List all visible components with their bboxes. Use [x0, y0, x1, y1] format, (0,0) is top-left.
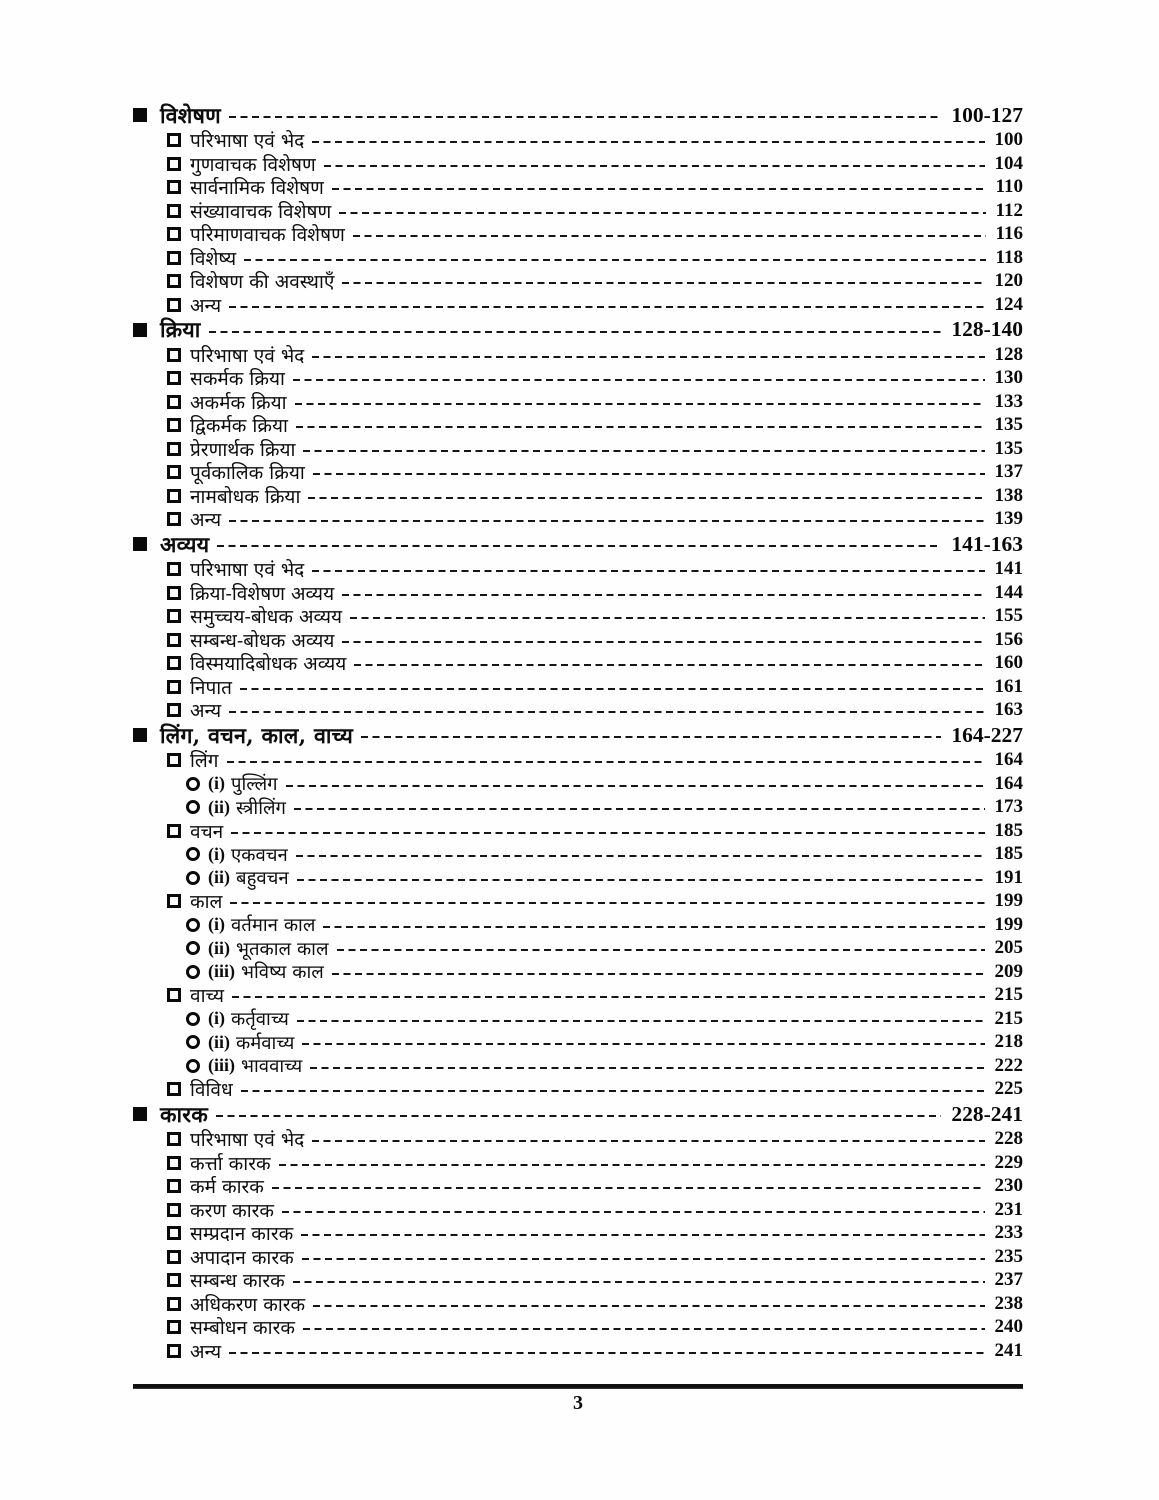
- item-roman-prefix: (i): [208, 914, 225, 935]
- leader-line: [297, 1020, 985, 1022]
- leader-line: [229, 711, 984, 713]
- item-label: सम्बन्ध कारक: [190, 1270, 285, 1293]
- section-page-range: 228-241: [951, 1101, 1023, 1126]
- leader-line: [217, 545, 941, 547]
- leader-line: [324, 165, 985, 167]
- leader-line: [337, 949, 985, 951]
- leader-line: [310, 1067, 984, 1069]
- toc-section-row: [133, 531, 1023, 558]
- item-page-number: 191: [994, 866, 1023, 888]
- item-label: भूतकाल काल: [236, 938, 329, 960]
- toc-item-row: [133, 1316, 1023, 1340]
- item-label: परिमाणवाचक विशेषण: [190, 224, 345, 247]
- leader-line: [241, 1090, 985, 1092]
- item-label: सार्वनामिक विशेषण: [190, 177, 324, 200]
- leader-line: [229, 116, 941, 118]
- open-square-bullet-icon: [167, 1179, 181, 1193]
- filled-square-bullet-icon: [133, 1107, 147, 1121]
- item-page-number: 205: [994, 937, 1023, 959]
- toc-item-row: [133, 843, 1023, 867]
- leader-line: [353, 235, 986, 237]
- open-square-bullet-icon: [167, 703, 181, 717]
- toc-item-row: [133, 293, 1023, 317]
- section-title: अव्यय: [160, 532, 210, 558]
- toc-item-row: [133, 984, 1023, 1008]
- toc-item-row: [133, 176, 1023, 200]
- open-square-bullet-icon: [167, 1226, 181, 1240]
- item-label: निपात: [190, 676, 233, 699]
- open-square-bullet-icon: [167, 988, 181, 1002]
- section-page-range: 100-127: [951, 102, 1023, 127]
- toc-item-row: [133, 270, 1023, 294]
- item-label: परिभाषा एवं भेद: [190, 559, 305, 582]
- circle-bullet-icon: [186, 871, 200, 885]
- item-roman-prefix: (ii): [208, 1031, 230, 1052]
- leader-line: [209, 331, 942, 333]
- leader-line: [282, 1211, 984, 1213]
- toc-item-row: [133, 819, 1023, 843]
- open-square-bullet-icon: [167, 512, 181, 526]
- item-page-number: 235: [994, 1245, 1023, 1267]
- leader-line: [302, 1043, 984, 1045]
- item-page-number: 100: [994, 129, 1023, 151]
- toc-section-row: [133, 722, 1023, 749]
- item-page-number: 218: [994, 1031, 1023, 1053]
- toc-item-row: [133, 796, 1023, 820]
- item-page-number: 241: [994, 1339, 1023, 1361]
- item-page-number: 231: [994, 1198, 1023, 1220]
- section-page-range: 128-140: [951, 317, 1023, 342]
- leader-line: [293, 379, 985, 381]
- item-page-number: 215: [994, 1007, 1023, 1029]
- open-square-bullet-icon: [167, 204, 181, 218]
- leader-line: [332, 973, 985, 975]
- section-title: विशेषण: [160, 103, 221, 129]
- leader-line: [216, 1115, 941, 1117]
- item-label: परिभाषा एवं भेद: [190, 130, 305, 153]
- toc-item-row: [133, 1222, 1023, 1246]
- toc-item-row: [133, 508, 1023, 532]
- leader-line: [297, 879, 985, 881]
- item-label: स्त्रीलिंग: [236, 797, 286, 819]
- leader-line: [342, 641, 984, 643]
- toc-item-row: [133, 199, 1023, 223]
- item-label: विशेष्य: [190, 247, 237, 270]
- item-page-number: 155: [994, 605, 1023, 627]
- toc-item-row: [133, 1054, 1023, 1078]
- leader-line: [339, 212, 985, 214]
- leader-line: [313, 1305, 984, 1307]
- leader-line: [296, 855, 985, 857]
- item-page-number: 173: [994, 796, 1023, 818]
- toc-section-row: [133, 317, 1023, 344]
- leader-line: [279, 1164, 985, 1166]
- item-page-number: 118: [995, 246, 1023, 268]
- item-label: प्रेरणार्थक क्रिया: [190, 438, 296, 461]
- leader-line: [312, 356, 984, 358]
- leader-line: [302, 1258, 985, 1260]
- leader-line: [229, 520, 984, 522]
- section-title: कारक: [160, 1102, 208, 1128]
- open-square-bullet-icon: [167, 633, 181, 647]
- page-number: 3: [573, 1392, 583, 1414]
- toc-item-row: [133, 581, 1023, 605]
- filled-square-bullet-icon: [133, 537, 147, 551]
- item-label: सम्प्रदान कारक: [190, 1223, 294, 1246]
- toc-item-row: [133, 1175, 1023, 1199]
- leader-line: [332, 188, 986, 190]
- toc-item-row: [133, 223, 1023, 247]
- item-page-number: 230: [994, 1175, 1023, 1197]
- item-page-number: 144: [994, 581, 1023, 603]
- item-label: बहुवचन: [236, 868, 289, 890]
- item-page-number: 199: [994, 890, 1023, 912]
- toc-item-row: [133, 367, 1023, 391]
- open-square-bullet-icon: [167, 442, 181, 456]
- item-page-number: 225: [994, 1078, 1023, 1100]
- toc-item-row: [133, 628, 1023, 652]
- item-label: वाच्य: [190, 985, 225, 1008]
- item-label: विविध: [190, 1079, 233, 1102]
- open-square-bullet-icon: [167, 133, 181, 147]
- open-square-bullet-icon: [167, 157, 181, 171]
- toc-item-row: [133, 772, 1023, 796]
- toc-item-row: [133, 152, 1023, 176]
- leader-line: [240, 688, 984, 690]
- filled-square-bullet-icon: [133, 728, 147, 742]
- item-label: समुच्चय-बोधक अव्यय: [190, 606, 343, 629]
- toc-item-row: [133, 1245, 1023, 1269]
- item-page-number: 160: [994, 652, 1023, 674]
- item-page-number: 209: [994, 960, 1023, 982]
- circle-bullet-icon: [186, 777, 200, 791]
- item-label: पुल्लिंग: [231, 774, 278, 796]
- leader-line: [229, 1352, 984, 1354]
- item-label: क्रिया-विशेषण अव्यय: [190, 582, 335, 605]
- open-square-bullet-icon: [167, 609, 181, 623]
- open-square-bullet-icon: [167, 1203, 181, 1217]
- item-label: लिंग: [190, 750, 219, 773]
- open-square-bullet-icon: [167, 1273, 181, 1287]
- toc-item-row: [133, 461, 1023, 485]
- item-page-number: 233: [994, 1222, 1023, 1244]
- item-label: परिभाषा एवं भेद: [190, 1129, 305, 1152]
- item-page-number: 124: [994, 293, 1023, 315]
- toc-item-row: [133, 437, 1023, 461]
- toc-item-row: [133, 1292, 1023, 1316]
- toc-section-row: [133, 102, 1023, 129]
- leader-line: [354, 664, 984, 666]
- leader-line: [230, 902, 984, 904]
- item-label: सम्बन्ध-बोधक अव्यय: [190, 629, 335, 652]
- open-square-bullet-icon: [167, 274, 181, 288]
- open-square-bullet-icon: [167, 1250, 181, 1264]
- item-label: अन्य: [190, 294, 222, 317]
- item-label: अधिकरण कारक: [190, 1293, 306, 1316]
- leader-line: [272, 1187, 985, 1189]
- toc-item-row: [133, 675, 1023, 699]
- leader-line: [301, 1234, 984, 1236]
- item-label: कर्त्ता कारक: [190, 1152, 271, 1175]
- item-page-number: 185: [994, 819, 1023, 841]
- item-roman-prefix: (i): [208, 1008, 225, 1029]
- item-label: द्विकर्मक क्रिया: [190, 415, 288, 438]
- item-page-number: 156: [994, 628, 1023, 650]
- filled-square-bullet-icon: [133, 323, 147, 337]
- section-page-range: 164-227: [951, 722, 1023, 747]
- leader-line: [308, 497, 984, 499]
- item-label: वर्तमान काल: [231, 915, 316, 937]
- toc-item-row: [133, 890, 1023, 914]
- item-label: एकवचन: [231, 844, 288, 866]
- toc-item-row: [133, 1007, 1023, 1031]
- item-page-number: 238: [994, 1292, 1023, 1314]
- item-page-number: 222: [994, 1054, 1023, 1076]
- circle-bullet-icon: [186, 941, 200, 955]
- filled-square-bullet-icon: [133, 108, 147, 122]
- item-label: करण कारक: [190, 1199, 275, 1222]
- toc-item-row: [133, 699, 1023, 723]
- open-square-bullet-icon: [167, 753, 181, 767]
- open-square-bullet-icon: [167, 489, 181, 503]
- circle-bullet-icon: [186, 918, 200, 932]
- item-label: कर्तृवाच्य: [231, 1009, 289, 1031]
- open-square-bullet-icon: [167, 348, 181, 362]
- leader-line: [303, 1328, 985, 1330]
- section-title: लिंग, वचन, काल, वाच्य: [160, 723, 354, 749]
- open-square-bullet-icon: [167, 1320, 181, 1334]
- item-page-number: 164: [994, 749, 1023, 771]
- toc-item-row: [133, 605, 1023, 629]
- open-square-bullet-icon: [167, 1132, 181, 1146]
- toc-item-row: [133, 1031, 1023, 1055]
- item-label: सकर्मक क्रिया: [190, 368, 285, 391]
- item-page-number: 112: [995, 199, 1023, 221]
- item-label: विस्मयादिबोधक अव्यय: [190, 653, 347, 676]
- item-page-number: 137: [994, 461, 1023, 483]
- item-label: काल: [190, 891, 223, 914]
- item-label: पूर्वकालिक क्रिया: [190, 462, 305, 485]
- item-page-number: 130: [994, 367, 1023, 389]
- item-page-number: 229: [994, 1151, 1023, 1173]
- open-square-bullet-icon: [167, 418, 181, 432]
- toc-item-row: [133, 129, 1023, 153]
- open-square-bullet-icon: [167, 180, 181, 194]
- leader-line: [361, 736, 941, 738]
- item-label: भविष्य काल: [241, 962, 324, 984]
- open-square-bullet-icon: [167, 586, 181, 600]
- toc-item-row: [133, 749, 1023, 773]
- item-page-number: 138: [994, 484, 1023, 506]
- open-square-bullet-icon: [167, 371, 181, 385]
- open-square-bullet-icon: [167, 680, 181, 694]
- toc-item-row: [133, 558, 1023, 582]
- item-label: अपादान कारक: [190, 1246, 294, 1269]
- open-square-bullet-icon: [167, 465, 181, 479]
- item-page-number: 163: [994, 699, 1023, 721]
- item-page-number: 141: [994, 558, 1023, 580]
- item-page-number: 104: [994, 152, 1023, 174]
- leader-line: [231, 832, 984, 834]
- item-roman-prefix: (ii): [208, 867, 230, 888]
- leader-line: [229, 306, 984, 308]
- item-page-number: 164: [994, 772, 1023, 794]
- toc-section-row: [133, 1101, 1023, 1128]
- item-page-number: 228: [994, 1128, 1023, 1150]
- leader-line: [294, 808, 985, 810]
- leader-line: [342, 594, 984, 596]
- section-title: क्रिया: [160, 318, 201, 344]
- toc-item-row: [133, 1078, 1023, 1102]
- item-label: गुणवाचक विशेषण: [190, 153, 316, 176]
- leader-line: [312, 141, 984, 143]
- open-square-bullet-icon: [167, 251, 181, 265]
- item-label: अन्य: [190, 700, 222, 723]
- leader-line: [244, 259, 985, 261]
- toc-item-row: [133, 652, 1023, 676]
- item-page-number: 215: [994, 984, 1023, 1006]
- item-label: परिभाषा एवं भेद: [190, 344, 305, 367]
- leader-line: [296, 426, 985, 428]
- item-page-number: 240: [994, 1316, 1023, 1338]
- item-label: विशेषण की अवस्थाएँ: [190, 271, 335, 294]
- leader-line: [350, 617, 984, 619]
- item-roman-prefix: (i): [208, 843, 225, 864]
- toc-item-row: [133, 913, 1023, 937]
- open-square-bullet-icon: [167, 562, 181, 576]
- open-square-bullet-icon: [167, 227, 181, 241]
- leader-line: [295, 403, 985, 405]
- open-square-bullet-icon: [167, 1156, 181, 1170]
- item-page-number: 199: [994, 913, 1023, 935]
- open-square-bullet-icon: [167, 894, 181, 908]
- item-page-number: 139: [994, 508, 1023, 530]
- item-roman-prefix: (iii): [208, 1055, 235, 1076]
- open-square-bullet-icon: [167, 656, 181, 670]
- item-label: भाववाच्य: [241, 1056, 303, 1078]
- item-page-number: 133: [994, 390, 1023, 412]
- item-roman-prefix: (ii): [208, 937, 230, 958]
- item-page-number: 120: [994, 270, 1023, 292]
- leader-line: [286, 785, 985, 787]
- item-label: वचन: [190, 820, 224, 843]
- item-label: अन्य: [190, 1340, 222, 1363]
- open-square-bullet-icon: [167, 1297, 181, 1311]
- toc-item-row: [133, 390, 1023, 414]
- toc-item-row: [133, 484, 1023, 508]
- leader-line: [293, 1281, 985, 1283]
- open-square-bullet-icon: [167, 1082, 181, 1096]
- item-label: सम्बोधन कारक: [190, 1317, 295, 1340]
- item-label: कर्म कारक: [190, 1176, 264, 1199]
- circle-bullet-icon: [186, 800, 200, 814]
- leader-line: [227, 761, 985, 763]
- open-square-bullet-icon: [167, 1344, 181, 1358]
- item-page-number: 128: [994, 343, 1023, 365]
- item-label: अन्य: [190, 509, 222, 532]
- toc-item-row: [133, 960, 1023, 984]
- toc-item-row: [133, 343, 1023, 367]
- item-label: अकर्मक क्रिया: [190, 391, 287, 414]
- toc-item-row: [133, 246, 1023, 270]
- item-roman-prefix: (iii): [208, 961, 235, 982]
- leader-line: [342, 282, 984, 284]
- circle-bullet-icon: [186, 965, 200, 979]
- toc-list: [133, 102, 1023, 1363]
- toc-item-row: [133, 937, 1023, 961]
- toc-item-row: [133, 866, 1023, 890]
- leader-line: [312, 1140, 984, 1142]
- circle-bullet-icon: [186, 847, 200, 861]
- leader-line: [313, 473, 985, 475]
- toc-item-row: [133, 1151, 1023, 1175]
- toc-item-row: [133, 1339, 1023, 1363]
- open-square-bullet-icon: [167, 824, 181, 838]
- item-page-number: 135: [994, 437, 1023, 459]
- toc-item-row: [133, 1198, 1023, 1222]
- item-page-number: 237: [994, 1269, 1023, 1291]
- open-square-bullet-icon: [167, 395, 181, 409]
- item-page-number: 161: [994, 675, 1023, 697]
- toc-item-row: [133, 414, 1023, 438]
- leader-line: [323, 926, 984, 928]
- leader-line: [303, 450, 984, 452]
- open-square-bullet-icon: [167, 298, 181, 312]
- item-label: नामबोधक क्रिया: [190, 485, 301, 508]
- item-roman-prefix: (ii): [208, 796, 230, 817]
- item-roman-prefix: (i): [208, 773, 225, 794]
- circle-bullet-icon: [186, 1059, 200, 1073]
- leader-line: [232, 996, 984, 998]
- circle-bullet-icon: [186, 1035, 200, 1049]
- toc-item-row: [133, 1269, 1023, 1293]
- item-page-number: 116: [995, 223, 1023, 245]
- circle-bullet-icon: [186, 1012, 200, 1026]
- toc-item-row: [133, 1128, 1023, 1152]
- item-page-number: 110: [995, 176, 1023, 198]
- footer-rule: [133, 1384, 1023, 1389]
- item-label: संख्यावाचक विशेषण: [190, 200, 332, 223]
- item-page-number: 185: [994, 843, 1023, 865]
- item-label: कर्मवाच्य: [236, 1032, 295, 1054]
- leader-line: [312, 570, 984, 572]
- item-page-number: 135: [994, 414, 1023, 436]
- section-page-range: 141-163: [951, 531, 1023, 556]
